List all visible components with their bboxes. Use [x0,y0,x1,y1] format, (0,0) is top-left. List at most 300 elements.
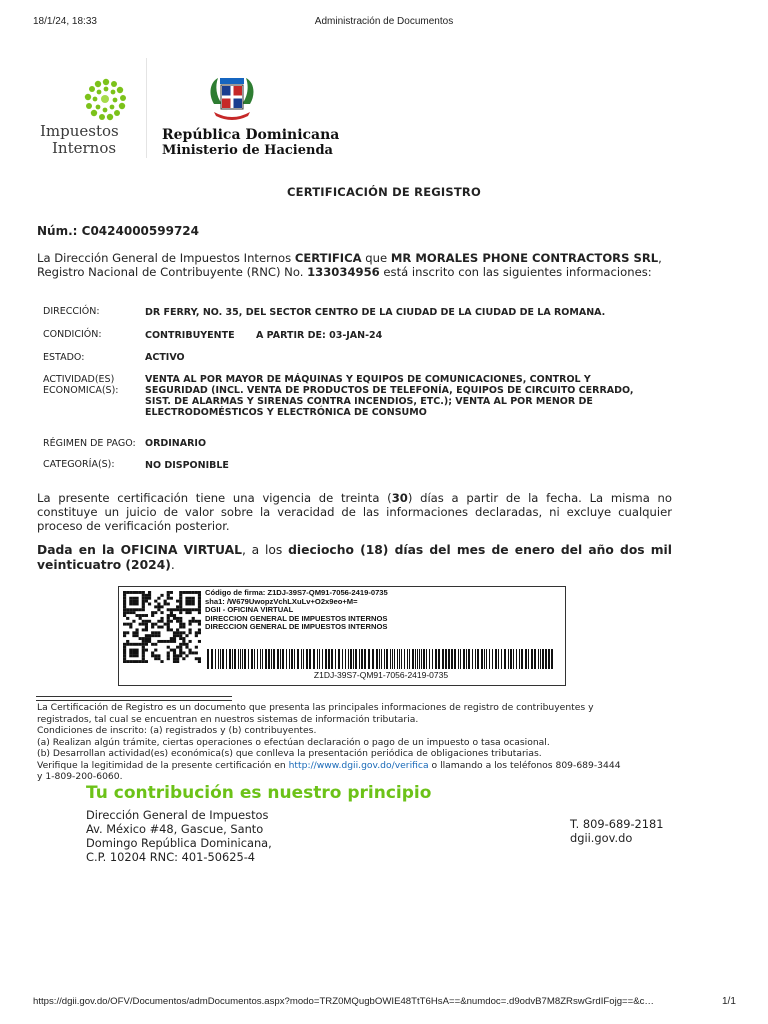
qr-module [123,605,126,608]
barcode-bar [540,649,541,669]
qr-module [135,608,138,611]
qr-module [198,640,201,643]
qr-module [179,643,182,646]
qr-module [126,643,129,646]
qr-module [192,651,195,654]
footer-phone: T. 809-689-2181 [570,817,664,831]
field-value-condicion: CONTRIBUYENTE [145,330,235,341]
qr-module [167,657,170,660]
qr-module [170,597,173,600]
qr-module [145,660,148,663]
qr-module [129,597,132,600]
qr-module [189,611,192,614]
qr-module [189,603,192,606]
qr-module [195,634,198,637]
qr-module [151,611,154,614]
qr-module [135,600,138,603]
qr-module [173,614,176,617]
qr-module [164,603,167,606]
qr-module [198,600,201,603]
qr-module [173,640,176,643]
qr-module [170,608,173,611]
barcode-bar [392,649,393,669]
barcode-bar [448,649,450,669]
barcode-bar [415,649,416,669]
signature-hash: sha1: /W679UwopzVchLXuLv+O2x9eo+M= [205,596,358,606]
qr-module [195,657,198,660]
barcode-bar [463,649,465,669]
qr-module [148,634,151,637]
qr-module [135,649,138,652]
barcode-bar [376,649,378,669]
footer-address-line: C.P. 10204 RNC: 401-50625-4 [86,850,256,864]
qr-module [185,608,188,611]
qr-module [145,640,148,643]
barcode-bar [325,649,327,669]
qr-module [185,654,188,657]
qr-module [123,646,126,649]
barcode-bar [294,649,295,669]
print-url: https://dgii.gov.do/OFV/Documentos/admDocumentos.aspx?modo=TRZ0MQugbOWIE48TtT6HsA==&numdoc=.d9odvB7M8ZRswGrdIFojg==&c… [33,996,655,1007]
field-value-categoria: NO DISPONIBLE [145,460,229,471]
signature-issuer: DGII - OFICINA VIRTUAL [205,605,294,614]
qr-module [148,603,151,606]
barcode-bar [484,649,485,669]
barcode-bar [472,649,473,669]
barcode-bar [322,649,323,669]
barcode-bar [384,649,385,669]
qr-module [173,634,176,637]
qr-module [185,597,188,600]
qr-module [142,640,145,643]
signature-issuer: DIRECCION GENERAL DE IMPUESTOS INTERNOS [205,622,388,631]
barcode-bar [519,649,520,669]
barcode-bar [454,649,456,669]
qr-module [160,605,163,608]
qr-module [189,649,192,652]
barcode-bar [260,649,261,669]
qr-module [129,649,132,652]
qr-module [129,654,132,657]
issued-text: , a los [242,543,289,557]
barcode-bar [516,649,517,669]
qr-module [142,660,145,663]
qr-module [179,591,182,594]
barcode-bar [232,649,233,669]
qr-module [167,608,170,611]
barcode-bar [350,649,352,669]
qr-module [179,654,182,657]
barcode-bar [317,649,318,669]
barcode-bar [460,649,461,669]
qr-module [167,623,170,626]
qr-module [179,620,182,623]
qr-module [154,643,157,646]
qr-module [126,611,129,614]
qr-module [182,640,185,643]
qr-module [157,608,160,611]
barcode-bar [268,649,270,669]
qr-module [179,597,182,600]
issued-paragraph [37,543,672,573]
intro-certifica: CERTIFICA [294,251,362,265]
qr-module [135,628,138,631]
qr-module [167,620,170,623]
barcode-bar [345,649,346,669]
field-label-categoria: CATEGORÍA(S): [43,459,115,470]
qr-module [167,654,170,657]
qr-module [167,603,170,606]
certificate-number [37,224,199,238]
qr-module [145,623,148,626]
qr-module [176,628,179,631]
qr-module [198,594,201,597]
qr-module [129,643,132,646]
barcode-bar [495,649,497,669]
signature-issuer: DIRECCION GENERAL DE IMPUESTOS INTERNOS [205,613,388,623]
qr-module [142,594,145,597]
barcode-bar [328,649,330,669]
qr-module [132,634,135,637]
barcode-bar [355,649,357,669]
barcode-bar [426,649,427,669]
barcode-bar [394,649,395,669]
qr-module [154,657,157,660]
qr-module [176,608,179,611]
document-title: CERTIFICACIÓN DE REGISTRO [287,185,481,199]
barcode-bar [508,649,509,669]
qr-module [173,649,176,652]
qr-module [129,611,132,614]
qr-module [139,591,142,594]
qr-module [129,608,132,611]
certificate-number-value: C0424000599724 [81,224,199,238]
barcode-bar [423,649,425,669]
qr-module [145,597,148,600]
dgii-logo-text-2: Internos [52,139,117,157]
barcode-bar [397,649,398,669]
print-page-number: 1/1 [722,996,736,1007]
qr-module [198,657,201,660]
barcode-bar [301,649,302,669]
qr-module [123,603,126,606]
qr-module [129,626,132,629]
qr-module [182,637,185,640]
qr-module [198,620,201,623]
qr-module [195,591,198,594]
qr-module [148,637,151,640]
field-label-estado: ESTADO: [43,352,85,363]
barcode-bar [379,649,380,669]
qr-module [154,654,157,657]
qr-module [123,649,126,652]
qr-module [176,631,179,634]
qr-module [173,657,176,660]
print-page-title: Administración de Documentos [314,16,454,27]
qr-module [142,654,145,657]
qr-module [132,643,135,646]
barcode-bar [442,649,444,669]
barcode-bar [475,649,476,669]
qr-module [151,626,154,629]
barcode-bar [407,649,408,669]
issued-date: dieciocho (18) días del mes de enero del año dos mil [288,543,672,557]
barcode-bar [306,649,308,669]
barcode-bar [342,649,343,669]
barcode-bar [303,649,304,669]
qr-module [132,597,135,600]
qr-module [142,600,145,603]
intro-text: está inscrito con las siguientes informaciones: [379,265,652,279]
validity-text: La presente certificación tiene una vigencia de treinta ( [37,491,392,505]
issued-text: . [170,558,175,572]
qr-module [126,608,129,611]
footer-address-line: Av. México #48, Gascue, Santo [86,822,264,836]
qr-module [185,600,188,603]
qr-module [145,643,148,646]
qr-module [189,591,192,594]
validity-text: ) días a partir de la fecha. La misma no [407,491,672,505]
qr-module [123,657,126,660]
barcode-bar [359,649,360,669]
qr-module [176,646,179,649]
actividad-line: VENTA AL POR MAYOR DE MÁQUINAS Y EQUIPOS DE COMUNICACIONES, CONTROL Y [145,374,591,385]
intro-text: que [361,251,391,265]
barcode-bar [432,649,433,669]
barcode-bar [309,649,311,669]
qr-module [157,657,160,660]
qr-module [145,637,148,640]
barcode-bar [254,649,255,669]
barcode-text: Z1DJ-39S7-QM91-7056-2419-0735 [313,670,449,680]
barcode-bar [242,649,243,669]
qr-module [192,608,195,611]
barcode-bar [331,649,333,669]
qr-module [167,640,170,643]
qr-module [189,597,192,600]
qr-module [154,611,157,614]
barcode-bar [498,649,499,669]
qr-module [179,611,182,614]
dgii-sun-icon [84,78,128,122]
barcode-bar [248,649,249,669]
footer-contact [570,817,664,845]
qr-module [145,649,148,652]
qr-module [170,640,173,643]
qr-module [189,600,192,603]
qr-module [157,631,160,634]
qr-module [139,643,142,646]
qr-module [198,628,201,631]
qr-module [135,654,138,657]
qr-module [176,617,179,620]
qr-module [142,623,145,626]
qr-module [148,591,151,594]
qr-module [126,617,129,620]
qr-module [160,594,163,597]
field-value-direccion: DR FERRY, NO. 35, DEL SECTOR CENTRO DE LA CIUDAD DE LA CIUDAD DE LA ROMANA. [145,307,606,318]
barcode-bar [218,649,219,669]
qr-module [185,634,188,637]
qr-module [142,649,145,652]
qr-module [142,628,145,631]
gov-logo-text-2: Ministerio de Hacienda [162,143,333,158]
barcode-bar [381,649,382,669]
qr-module [173,660,176,663]
qr-module [179,600,182,603]
qr-module [179,608,182,611]
qr-module [157,605,160,608]
qr-module [167,651,170,654]
barcode-bar [262,649,263,669]
qr-module [189,620,192,623]
footnote-line: registrados, tal cual se encuentran en nuestros sistemas de información tributaria. [37,713,419,725]
barcode-bar [525,649,527,669]
barcode-bar [458,649,459,669]
barcode-bar [361,649,363,669]
qr-module [185,646,188,649]
qr-module [132,649,135,652]
qr-module [160,611,163,614]
barcode-bar [368,649,370,669]
qr-module [160,617,163,620]
qr-module [132,631,135,634]
qr-module [160,640,163,643]
barcode-icon [205,649,557,669]
qr-module [179,623,182,626]
qr-module [142,643,145,646]
qr-module [135,631,138,634]
verify-link[interactable]: http://www.dgii.gov.do/verifica [288,759,429,771]
field-label-direccion: DIRECCIÓN: [43,306,100,317]
field-value-estado: ACTIVO [145,352,185,363]
footer-website: dgii.gov.do [570,831,633,845]
barcode-bar [445,649,447,669]
qr-module [160,620,163,623]
barcode-bar [338,649,340,669]
qr-module [182,643,185,646]
qr-module [195,608,198,611]
barcode-bar [257,649,258,669]
barcode-bar [417,649,418,669]
qr-module [198,660,201,663]
qr-module [167,597,170,600]
qr-module [170,637,173,640]
qr-module [179,649,182,652]
footer-slogan: Tu contribución es nuestro principio [86,783,432,803]
qr-module [154,631,157,634]
barcode-bar [534,649,536,669]
barcode-bar [265,649,267,669]
qr-module [167,628,170,631]
barcode-bar [504,649,506,669]
qr-module [192,617,195,620]
qr-module [195,631,198,634]
certificate-number-label: Núm.: [37,224,78,238]
qr-module [126,640,129,643]
qr-module [179,646,182,649]
qr-module [142,605,145,608]
qr-module [123,634,126,637]
qr-module [139,608,142,611]
qr-module [173,654,176,657]
barcode-bar [429,649,430,669]
barcode-bar [289,649,290,669]
barcode-bar [492,649,493,669]
validity-paragraph [37,491,672,533]
barcode-bar [489,649,490,669]
qr-module [164,640,167,643]
barcode-bar [286,649,287,669]
qr-module [192,597,195,600]
qr-module [195,651,198,654]
barcode-bar [386,649,388,669]
qr-module [123,611,126,614]
qr-module [170,611,173,614]
qr-module [176,660,179,663]
qr-module [176,600,179,603]
qr-module [192,600,195,603]
field-label-actividad [43,374,118,396]
barcode-bar [244,649,246,669]
qr-module [157,634,160,637]
issued-text: Dada en la [37,543,121,557]
qr-module [198,611,201,614]
intro-text: La Dirección General de Impuestos Internos [37,251,295,265]
qr-module [123,643,126,646]
footnote-line: Verifique la legitimidad de la presente certificación en [37,759,289,771]
qr-module [123,631,126,634]
qr-module [132,611,135,614]
qr-module [179,631,182,634]
qr-module [182,651,185,654]
qr-module [167,617,170,620]
barcode-bar [531,649,533,669]
qr-module [170,614,173,617]
qr-module [179,603,182,606]
barcode-bar [229,649,231,669]
qr-module [129,623,132,626]
qr-module [182,608,185,611]
barcode-bar [404,649,405,669]
qr-module [123,600,126,603]
qr-module [139,623,142,626]
barcode-bar [348,649,349,669]
issued-office: OFICINA VIRTUAL [120,543,242,557]
barcode-bar [481,649,483,669]
barcode-bar [390,649,391,669]
barcode-bar [551,649,553,669]
qr-module [129,651,132,654]
qr-module [132,654,135,657]
qr-module [176,620,179,623]
qr-module [142,597,145,600]
barcode-bar [364,649,366,669]
barcode-bar [477,649,479,669]
qr-module [142,614,145,617]
qr-module [148,594,151,597]
qr-module [189,640,192,643]
qr-module [160,660,163,663]
intro-paragraph [37,251,737,279]
qr-module [135,603,138,606]
qr-module [132,608,135,611]
qr-module [157,603,160,606]
qr-module [123,597,126,600]
qr-module [151,654,154,657]
qr-module [139,637,142,640]
qr-module [142,603,145,606]
